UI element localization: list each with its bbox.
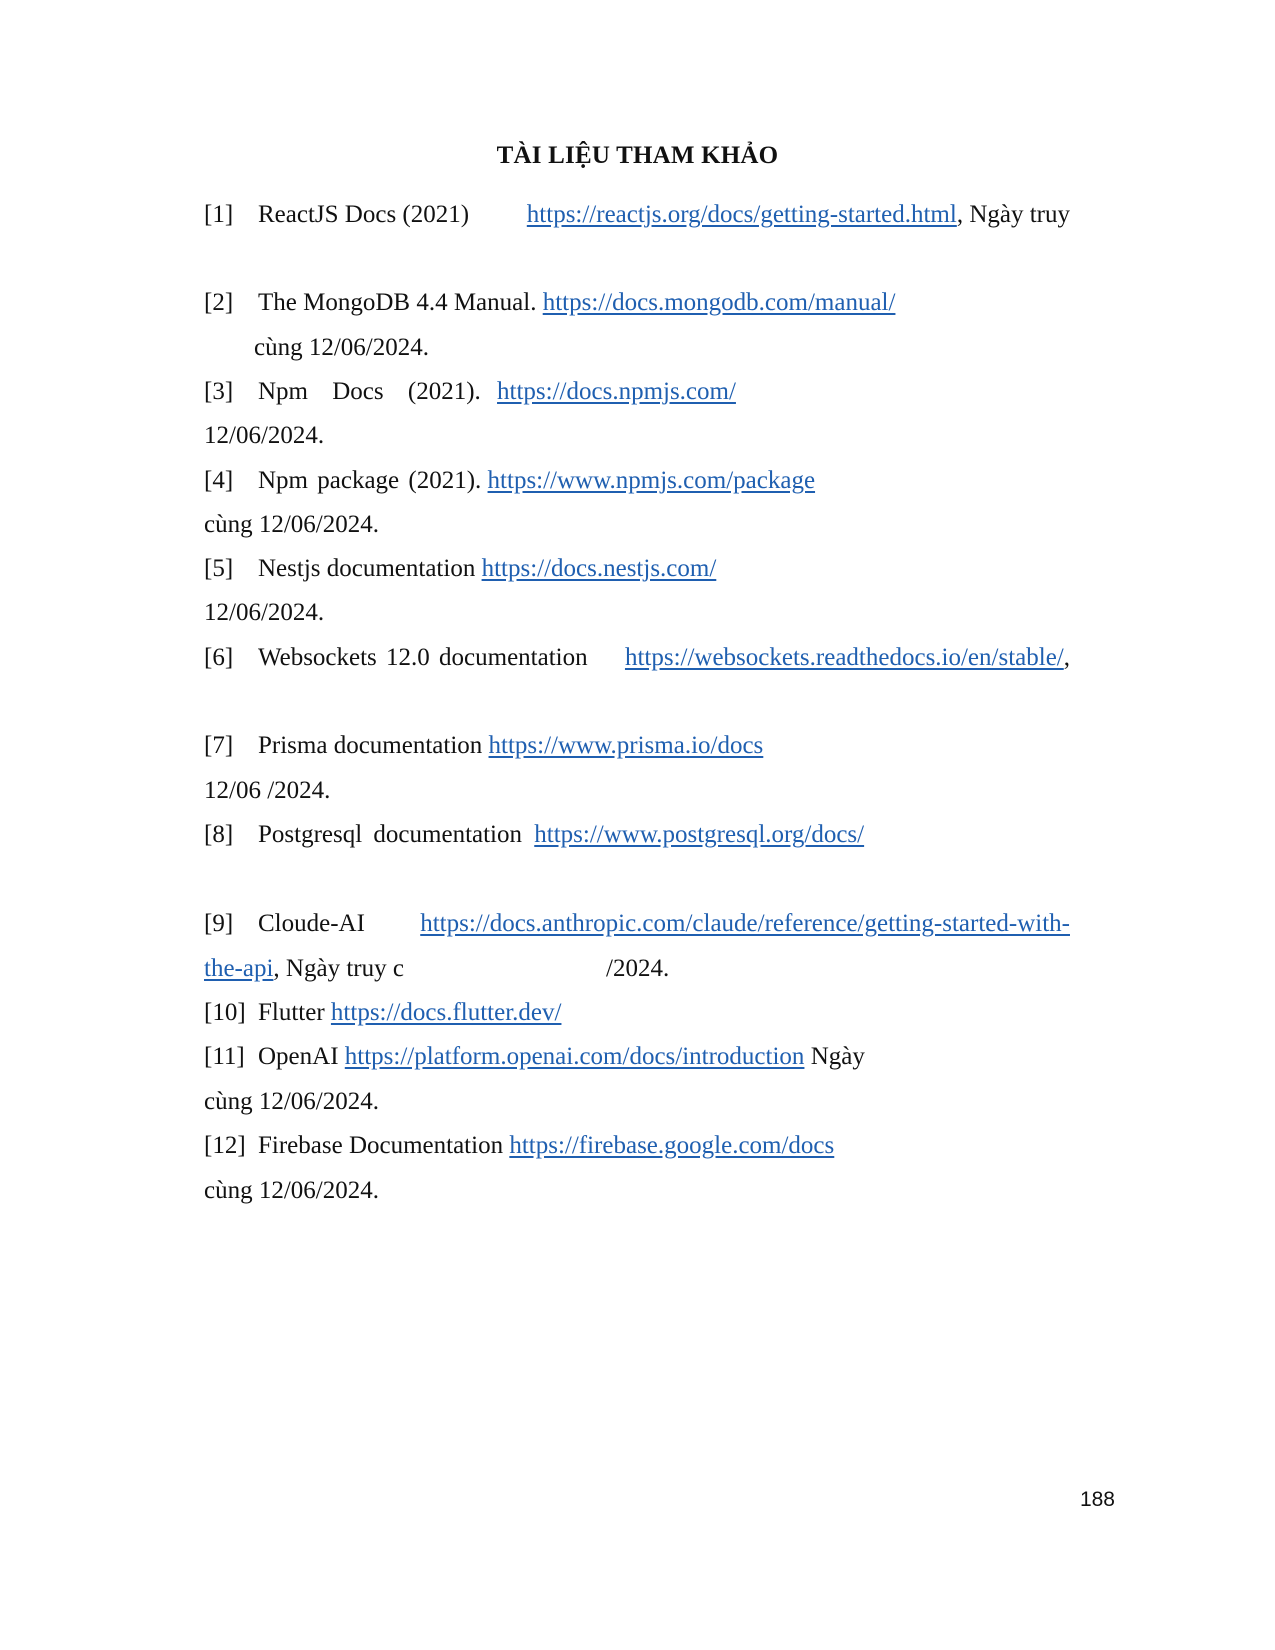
reference-12-continuation: cùng 12/06/2024.	[204, 1177, 379, 1204]
reference-suffix: Ngày	[804, 1043, 865, 1070]
reference-suffix: , Ngày truy	[956, 201, 1070, 228]
reference-2	[204, 288, 895, 318]
reference-number: [9]	[204, 910, 234, 937]
reference-5-continuation: 12/06/2024.	[204, 599, 325, 626]
reference-number: [3]	[204, 378, 234, 405]
reference-text: Npm package (2021).	[258, 467, 482, 494]
reference-5	[204, 554, 716, 584]
reference-link[interactable]: https://docs.anthropic.com/claude/reference/getting-started-with-	[420, 910, 1070, 937]
reference-link[interactable]: https://reactjs.org/docs/getting-started.html	[526, 201, 957, 228]
reference-7-continuation: 12/06 /2024.	[204, 777, 331, 804]
reference-12	[204, 1131, 834, 1161]
reference-9	[204, 909, 1070, 939]
reference-text: The MongoDB 4.4 Manual.	[258, 289, 537, 316]
reference-6	[204, 643, 1070, 673]
reference-number: [1]	[204, 201, 234, 228]
reference-text: Websockets 12.0 documentation	[258, 644, 588, 671]
reference-link[interactable]: https://docs.flutter.dev/	[330, 999, 562, 1026]
reference-number: [4]	[204, 467, 234, 494]
reference-text: OpenAI	[258, 1043, 339, 1070]
reference-8	[204, 820, 864, 850]
reference-number: [11]	[204, 1043, 245, 1070]
reference-4	[204, 466, 815, 496]
reference-10	[204, 998, 561, 1028]
reference-text: Flutter	[258, 999, 325, 1026]
reference-2-continuation: cùng 12/06/2024.	[254, 334, 429, 361]
reference-link[interactable]: https://www.npmjs.com/package	[487, 467, 816, 494]
reference-text: ReactJS Docs (2021)	[258, 201, 470, 228]
reference-11-continuation: cùng 12/06/2024.	[204, 1088, 379, 1115]
reference-link-continuation[interactable]: the-api	[204, 955, 274, 982]
reference-number: [6]	[204, 644, 234, 671]
reference-link[interactable]: https://docs.nestjs.com/	[481, 555, 717, 582]
reference-number: [2]	[204, 289, 234, 316]
reference-suffix: , Ngày truy c	[273, 955, 404, 982]
reference-text: Firebase Documentation	[258, 1132, 504, 1159]
reference-text: Nestjs documentation	[258, 555, 476, 582]
reference-link[interactable]: https://firebase.google.com/docs	[509, 1132, 835, 1159]
page-number: 188	[1079, 1488, 1115, 1511]
page-title: TÀI LIỆU THAM KHẢO	[496, 142, 779, 169]
reference-suffix: ,	[1063, 644, 1070, 671]
reference-number: [7]	[204, 732, 234, 759]
reference-text: Cloude-AI	[258, 910, 365, 937]
reference-link[interactable]: https://www.prisma.io/docs	[488, 732, 764, 759]
reference-link[interactable]: https://platform.openai.com/docs/introduction	[344, 1043, 805, 1070]
reference-1	[204, 200, 1070, 230]
reference-link[interactable]: https://websockets.readthedocs.io/en/stable/	[624, 644, 1064, 671]
reference-number: [8]	[204, 821, 234, 848]
reference-number: [12]	[204, 1132, 246, 1159]
reference-text: Npm Docs (2021).	[258, 378, 481, 405]
reference-link[interactable]: https://docs.npmjs.com/	[497, 378, 736, 405]
reference-link[interactable]: https://www.postgresql.org/docs/	[534, 821, 865, 848]
reference-3	[204, 377, 736, 407]
reference-4-continuation: cùng 12/06/2024.	[204, 511, 379, 538]
reference-text: Postgresql documentation	[258, 821, 522, 848]
reference-9-tail: /2024.	[606, 955, 670, 982]
reference-number: [10]	[204, 999, 246, 1026]
reference-number: [5]	[204, 555, 234, 582]
reference-text: Prisma documentation	[258, 732, 483, 759]
reference-11	[204, 1042, 865, 1072]
reference-7	[204, 731, 763, 761]
reference-link[interactable]: https://docs.mongodb.com/manual/	[542, 289, 896, 316]
reference-9-continuation	[204, 954, 404, 984]
reference-3-continuation: 12/06/2024.	[204, 422, 325, 449]
